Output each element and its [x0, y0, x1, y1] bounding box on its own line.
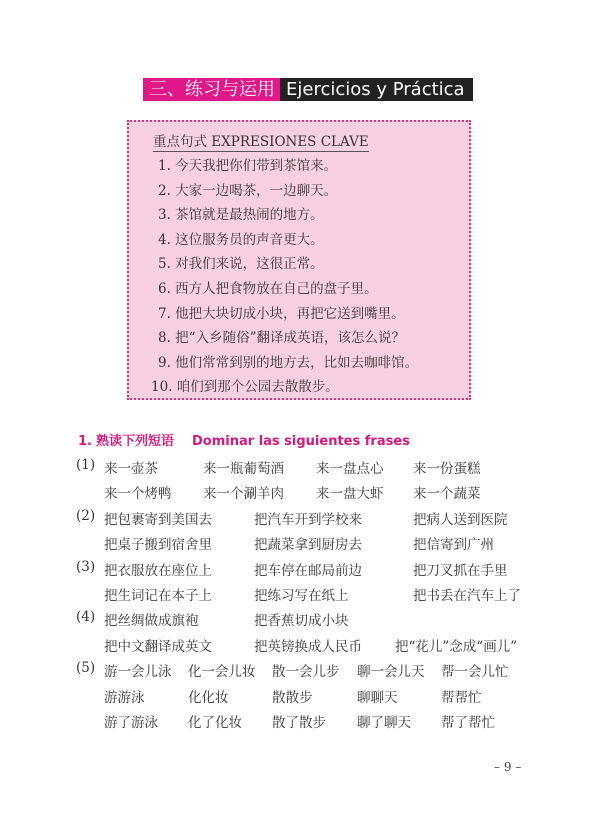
- phrase-row: [0, 533, 600, 553]
- phrase: 把丝绸做成旗袍: [104, 613, 199, 630]
- phrase: 把信寄到广州: [413, 537, 494, 554]
- section-title: [143, 78, 473, 101]
- phrase: 把病人送到医院: [413, 511, 508, 528]
- phrase: 来一个烤鸭: [104, 486, 172, 503]
- phrase-row: [0, 711, 600, 731]
- phrase: 帮一会儿忙: [441, 664, 509, 681]
- exercise-title-zh: 熟读下列短语: [95, 434, 174, 449]
- key-expression-item: 4. 这位服务员的声音更大。: [158, 231, 324, 248]
- phrase: 化一会儿妆: [188, 664, 256, 681]
- phrase-row: [0, 660, 600, 680]
- key-expressions-box: [127, 120, 471, 400]
- exercise-title-es: Dominar las siguientes frases: [192, 434, 410, 449]
- phrase: 化化妆: [188, 689, 229, 706]
- key-expression-item: 7. 他把大块切成小块，再把它送到嘴里。: [158, 305, 405, 322]
- phrase: 把刀叉抓在手里: [413, 562, 508, 579]
- key-expression-item: 3. 茶馆就是最热闹的地方。: [158, 207, 324, 224]
- phrase: 把桌子搬到宿舍里: [104, 537, 212, 554]
- key-expression-item: 10. 咱们到那个公园去散散步。: [151, 379, 339, 396]
- phrase: 把“花儿”念成“画儿”: [395, 638, 518, 655]
- phrase-row: [0, 686, 600, 706]
- exercise-number: 1.: [78, 434, 92, 449]
- group-label: (2): [76, 507, 96, 524]
- page-number: – 9 –: [494, 760, 522, 774]
- key-expression-item: 2. 大家一边喝茶，一边聊天。: [158, 182, 338, 199]
- phrase: 聊聊天: [357, 689, 398, 706]
- phrase: 帮帮忙: [441, 689, 482, 706]
- phrase: 把蔬菜拿到厨房去: [254, 537, 362, 554]
- phrase: 聊了聊天: [357, 715, 411, 731]
- phrase: 把衣服放在座位上: [104, 562, 212, 579]
- phrase: 来一个涮羊肉: [203, 486, 284, 503]
- exercise-heading: [78, 430, 428, 449]
- group-label: (5): [76, 660, 96, 677]
- phrase: 游游泳: [104, 689, 145, 706]
- phrase-row: [0, 457, 600, 477]
- group-label: (3): [76, 558, 96, 575]
- phrase: 来一份蛋糕: [413, 461, 481, 477]
- phrase-row: [0, 559, 600, 579]
- group-label: (4): [76, 609, 96, 626]
- phrase: 把练习写在纸上: [254, 588, 349, 604]
- phrase: 来一瓶葡萄酒: [203, 461, 284, 477]
- phrase: 散一会儿步: [272, 664, 340, 681]
- key-expression-item: 9. 他们常常到别的地方去，比如去咖啡馆。: [158, 354, 419, 371]
- phrase: 把包裹寄到美国去: [104, 511, 212, 528]
- phrase: 把车停在邮局前边: [254, 562, 362, 579]
- phrase: 把中文翻译成英文: [104, 638, 212, 655]
- phrase: 游一会儿泳: [104, 664, 172, 681]
- phrase: 聊一会儿天: [357, 664, 425, 681]
- phrase: 来一个蔬菜: [413, 486, 481, 503]
- key-expression-item: 6. 西方人把食物放在自己的盘子里。: [158, 281, 378, 297]
- phrase: 散散步: [272, 689, 313, 706]
- phrase-row: [0, 609, 600, 629]
- phrase-row: [0, 635, 600, 655]
- phrase-row: [0, 584, 600, 604]
- phrase: 来一壶茶: [104, 461, 158, 477]
- phrase-row: [0, 482, 600, 502]
- phrase: 游了游泳: [104, 715, 158, 731]
- phrase: 化了化妆: [188, 715, 242, 731]
- phrase: 来一盘大虾: [316, 486, 384, 503]
- phrase: 把汽车开到学校来: [254, 511, 362, 528]
- phrase: 来一盘点心: [316, 461, 384, 477]
- key-expression-item: 8. 把“入乡随俗”翻译成英语，该怎么说？: [158, 330, 405, 347]
- phrase: 散了散步: [272, 715, 326, 731]
- section-title-zh: 三、练习与运用: [143, 78, 280, 101]
- group-label: (1): [76, 457, 96, 473]
- phrase: 把香蕉切成小块: [254, 613, 349, 630]
- key-expression-item: 5. 对我们来说，这很正常。: [158, 256, 324, 273]
- key-expressions-heading: 重点句式 EXPRESIONES CLAVE: [153, 130, 369, 152]
- section-title-es: Ejercicios y Práctica: [280, 78, 473, 101]
- key-expression-item: 1. 今天我把你们带到茶馆来。: [158, 158, 338, 174]
- phrase: 把生词记在本子上: [104, 588, 212, 604]
- phrase: 把书丢在汽车上了: [413, 588, 521, 604]
- phrase: 把英镑换成人民币: [254, 638, 362, 655]
- phrase: 帮了帮忙: [441, 715, 495, 731]
- phrase-row: [0, 508, 600, 528]
